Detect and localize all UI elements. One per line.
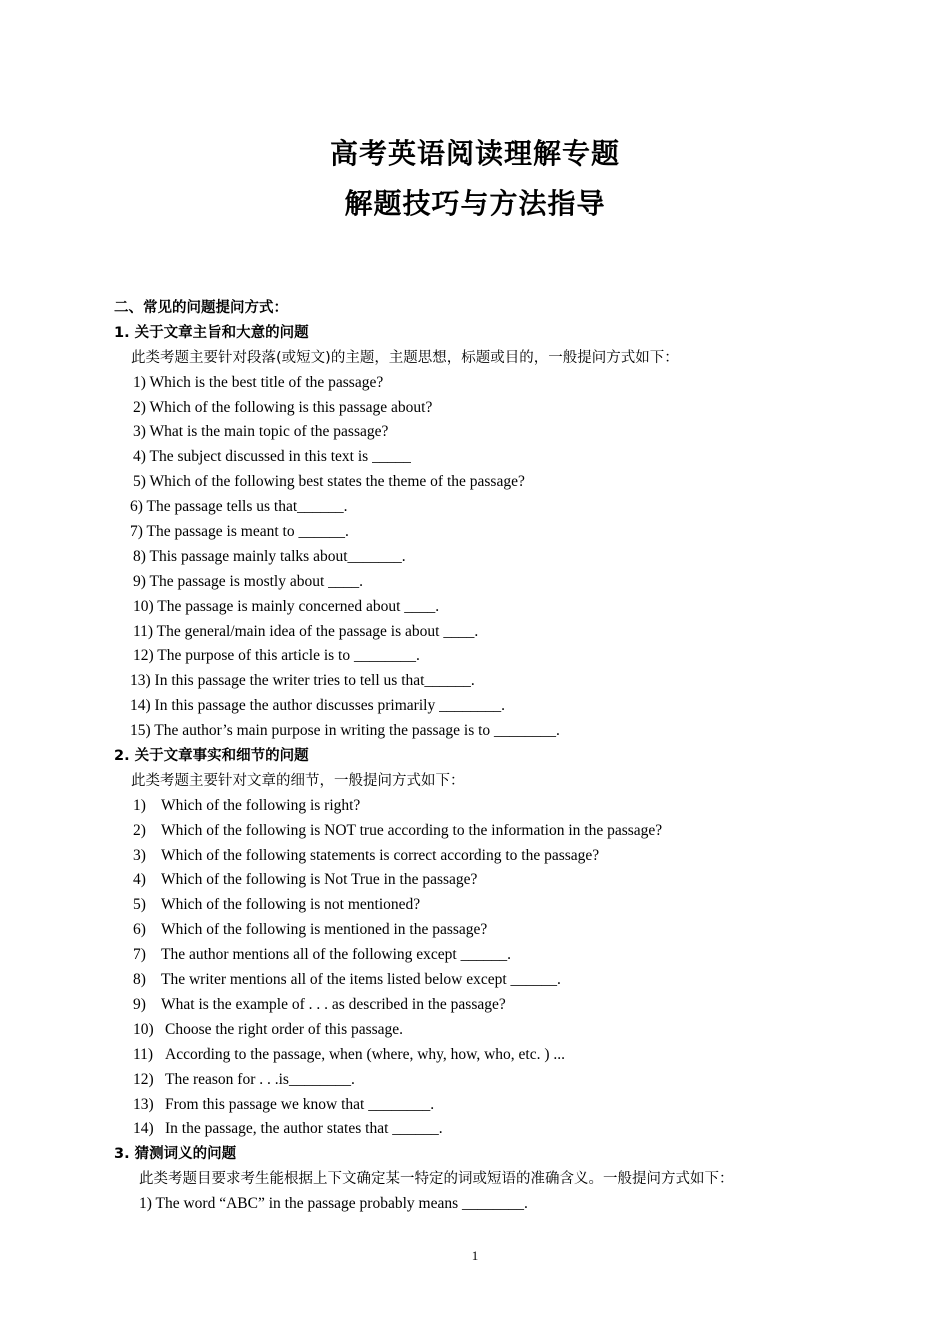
item-number: 3) — [133, 846, 146, 864]
page-number: 1 — [471, 1248, 479, 1263]
list-item: 9) The passage is mostly about ____. — [133, 572, 364, 590]
document-title: 高考英语阅读理解专题 — [329, 137, 620, 170]
list-item — [0, 1068, 950, 1093]
list-item — [0, 819, 950, 844]
section-heading: 二、常见的问题提问方式： — [114, 300, 288, 316]
item-number: 7) — [133, 946, 146, 964]
item-number: 9) — [133, 995, 146, 1013]
part2-heading: 2. 关于文章事实和细节的问题 — [114, 748, 309, 765]
item-text: Which of the following statements is correct according to the passage? — [161, 846, 600, 864]
list-item: 5) Which of the following best states the theme of the passage? — [133, 473, 525, 491]
list-item — [0, 1093, 950, 1118]
item-text: In the passage, the author states that ______. — [165, 1120, 443, 1138]
list-item — [0, 968, 950, 993]
list-item — [0, 1043, 950, 1068]
part2-intro: 此类考题主要针对文章的细节，一般提问方式如下： — [131, 772, 465, 789]
list-item — [0, 794, 950, 819]
item-number: 6) — [133, 921, 146, 939]
item-text: Which of the following is right? — [161, 796, 361, 814]
document-subtitle: 解题技巧与方法指导 — [344, 187, 606, 220]
item-number: 11) — [133, 1045, 154, 1063]
list-item: 3) What is the main topic of the passage? — [133, 423, 389, 441]
list-item — [0, 918, 950, 943]
list-item: 6) The passage tells us that______. — [130, 498, 348, 516]
item-text: Which of the following is not mentioned? — [161, 896, 421, 914]
item-number: 2) — [133, 821, 146, 839]
item-text: Which of the following is Not True in the passage? — [161, 871, 478, 889]
item-text: The reason for . . .is________. — [165, 1070, 355, 1088]
item-number: 13) — [133, 1095, 154, 1113]
part1-heading: 1. 关于文章主旨和大意的问题 — [114, 324, 309, 341]
item-number: 1) — [133, 796, 146, 814]
list-item: 10) The passage is mainly concerned about ____. — [133, 597, 440, 615]
list-item: 12) The purpose of this article is to ________. — [133, 647, 420, 665]
list-item: 2) Which of the following is this passage about? — [133, 398, 433, 416]
list-item — [0, 844, 950, 869]
item-text: The author mentions all of the following except ______. — [161, 946, 511, 964]
list-item — [0, 1117, 950, 1142]
item-text: From this passage we know that ________. — [165, 1095, 435, 1113]
part3-intro: 此类考题目要求考生能根据上下文确定某一特定的词或短语的准确含义。一般提问方式如下： — [139, 1171, 734, 1188]
part1-intro: 此类考题主要针对段落(或短文)的主题，主题思想，标题或目的，一般提问方式如下： — [131, 349, 679, 366]
item-text: The writer mentions all of the items listed below except ______. — [161, 971, 561, 989]
item-text: Choose the right order of this passage. — [165, 1020, 404, 1038]
list-item — [0, 1018, 950, 1043]
item-text: Which of the following is NOT true according to the information in the passage? — [161, 821, 663, 839]
list-item: 7) The passage is meant to ______. — [130, 523, 349, 541]
item-number: 10) — [133, 1020, 154, 1038]
item-number: 12) — [133, 1070, 154, 1088]
list-item: 1) The word “ABC” in the passage probably means ________. — [139, 1195, 528, 1213]
item-number: 8) — [133, 971, 146, 989]
list-item: 15) The author’s main purpose in writing the passage is to ________. — [130, 722, 560, 740]
list-item — [0, 993, 950, 1018]
list-item: 4) The subject discussed in this text is _____ — [133, 448, 411, 466]
list-item: 11) The general/main idea of the passage is about ____. — [133, 622, 479, 640]
list-item — [0, 868, 950, 893]
list-item: 13) In this passage the writer tries to tell us that______. — [130, 672, 475, 690]
list-item: 14) In this passage the author discusses primarily ________. — [130, 697, 505, 715]
document-body — [0, 296, 950, 1217]
item-text: According to the passage, when (where, why, how, who, etc. ) ... — [165, 1045, 566, 1063]
list-item: 1) Which is the best title of the passage? — [133, 373, 384, 391]
list-item: 8) This passage mainly talks about_______. — [133, 547, 406, 565]
item-number: 14) — [133, 1120, 154, 1138]
item-number: 5) — [133, 896, 146, 914]
item-text: What is the example of . . . as described in the passage? — [161, 995, 506, 1013]
item-text: Which of the following is mentioned in the passage? — [161, 921, 488, 939]
item-number: 4) — [133, 871, 146, 889]
part3-heading: 3. 猜测词义的问题 — [114, 1146, 237, 1163]
list-item — [0, 943, 950, 968]
list-item — [0, 893, 950, 918]
